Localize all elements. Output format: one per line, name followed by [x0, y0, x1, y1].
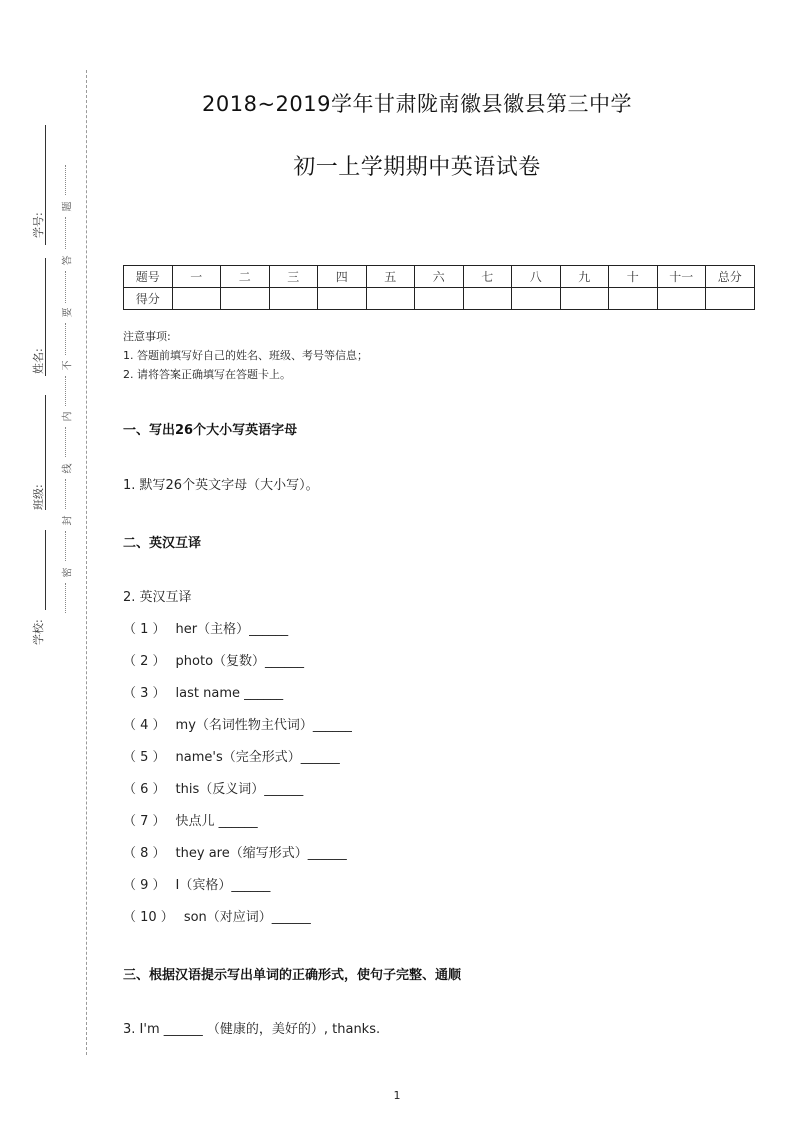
list-item [123, 650, 304, 669]
item-number: （ 4 ） [123, 718, 166, 733]
question-text: 2. 英汉互译 [123, 590, 192, 605]
item-number: （ 3 ） [123, 686, 166, 701]
score-cell [560, 288, 609, 310]
item-text: 快点儿 ______ [175, 814, 258, 829]
item-text: photo（复数）______ [175, 654, 305, 669]
name-label: 姓名: [32, 348, 45, 374]
seal-char: 封 [62, 515, 74, 526]
notes-item: 2. 请将答案正确填写在答题卡上。 [123, 368, 291, 381]
notes-heading: 注意事项: [123, 330, 171, 343]
list-item [123, 842, 347, 861]
item-number: （ 5 ） [123, 750, 166, 765]
table-cell: 五 [366, 266, 415, 288]
score-cell [415, 288, 464, 310]
score-cell [657, 288, 706, 310]
table-cell: 九 [560, 266, 609, 288]
question-text: 1. 默写26个英文字母（大小写）。 [123, 478, 319, 493]
score-cell [366, 288, 415, 310]
score-table-score-row [124, 288, 755, 310]
list-item [123, 746, 340, 765]
score-cell [221, 288, 270, 310]
score-cell [269, 288, 318, 310]
item-number: （ 8 ） [123, 846, 166, 861]
score-cell [463, 288, 512, 310]
item-number: （ 1 ） [123, 622, 166, 637]
item-number: （ 6 ） [123, 782, 166, 797]
list-item [123, 714, 352, 733]
list-item [123, 810, 258, 829]
seal-char: 题 [62, 201, 74, 212]
cut-line [86, 70, 87, 1055]
table-cell: 得分 [124, 288, 173, 310]
seal-char: 答 [62, 255, 74, 266]
item-text: last name ______ [175, 686, 284, 701]
item-number: （ 10 ） [123, 910, 174, 925]
item-number: （ 7 ） [123, 814, 166, 829]
table-cell: 总分 [706, 266, 755, 288]
table-cell: 题号 [124, 266, 173, 288]
table-cell: 二 [221, 266, 270, 288]
school-label: 学校: [32, 619, 45, 645]
score-cell [706, 288, 755, 310]
exam-title: 2018~2019学年甘肃陇南徽县徽县第三中学 [202, 92, 632, 116]
question-text: 3. I'm ______ （健康的，美好的）, thanks. [123, 1022, 381, 1037]
school-line [45, 530, 46, 610]
list-item [123, 874, 270, 893]
seal-char: 不 [62, 360, 74, 371]
exam-notes [123, 327, 368, 384]
exam-subtitle: 初一上学期期中英语试卷 [293, 155, 541, 180]
table-cell: 十 [609, 266, 658, 288]
list-item [123, 682, 283, 701]
seal-char: 内 [62, 411, 74, 422]
item-number: （ 2 ） [123, 654, 166, 669]
seal-char: 线 [62, 463, 74, 474]
seal-char: 密 [62, 567, 74, 578]
table-cell: 六 [415, 266, 464, 288]
seal-char: 要 [62, 307, 74, 318]
item-text: they are（缩写形式）______ [175, 846, 347, 861]
table-cell: 四 [318, 266, 367, 288]
score-table [123, 265, 755, 310]
item-text: name's（完全形式）______ [175, 750, 340, 765]
section-heading: 二、英汉互译 [123, 536, 202, 551]
item-text: I（宾格）______ [175, 878, 271, 893]
page-number: 1 [393, 1089, 401, 1102]
table-cell: 七 [463, 266, 512, 288]
student-id-label: 学号: [32, 212, 45, 238]
score-table-header-row [124, 266, 755, 288]
table-cell: 十一 [657, 266, 706, 288]
score-cell [512, 288, 561, 310]
seal-warning [56, 165, 76, 615]
notes-item: 1. 答题前填写好自己的姓名、班级、考号等信息； [123, 349, 368, 362]
class-label: 班级: [32, 484, 45, 510]
table-cell: 八 [512, 266, 561, 288]
item-text: this（反义词）______ [175, 782, 304, 797]
item-text: son（对应词）______ [183, 910, 311, 925]
list-item [123, 618, 288, 637]
table-cell: 一 [172, 266, 221, 288]
section-heading: 一、写出26个大小写英语字母 [123, 423, 298, 438]
score-cell [609, 288, 658, 310]
list-item [123, 906, 311, 925]
item-number: （ 9 ） [123, 878, 166, 893]
section-heading: 三、根据汉语提示写出单词的正确形式，使句子完整、通顺 [123, 968, 462, 983]
item-text: her（主格）______ [175, 622, 289, 637]
list-item [123, 778, 303, 797]
item-text: my（名词性物主代词）______ [175, 718, 352, 733]
table-cell: 三 [269, 266, 318, 288]
score-cell [318, 288, 367, 310]
score-cell [172, 288, 221, 310]
